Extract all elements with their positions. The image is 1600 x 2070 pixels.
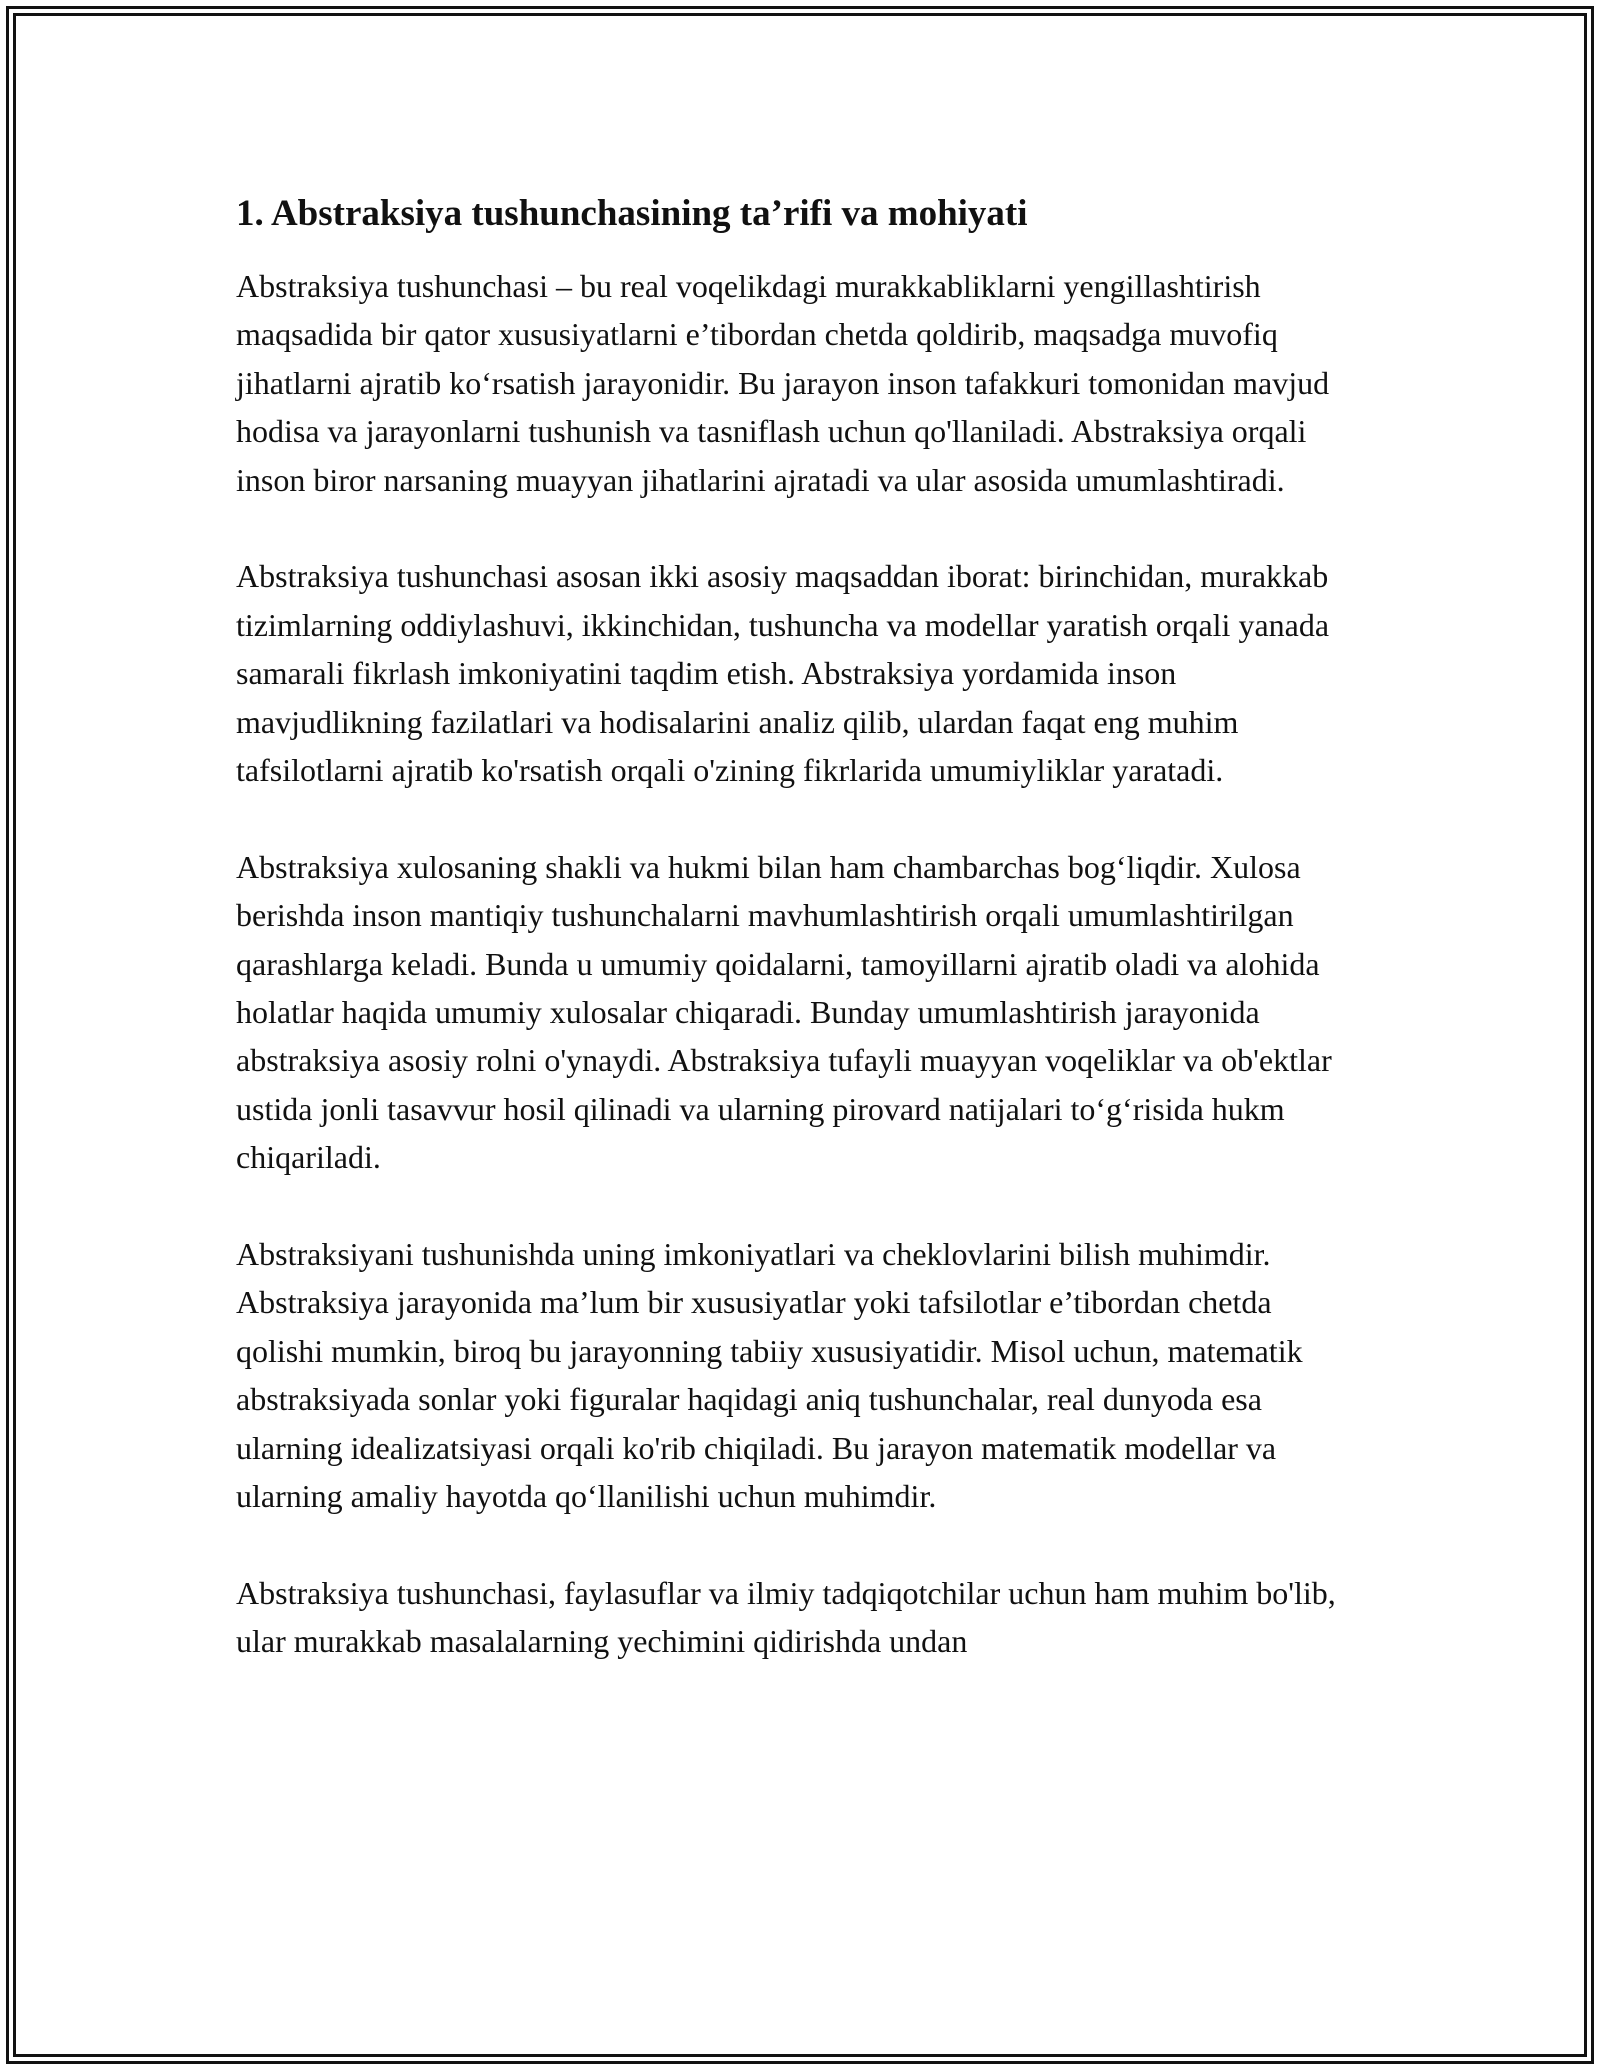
paragraph-4: Abstraksiyani tushunishda uning imkoniyatlari va cheklovlarini bilish muhimdir. Abstraksiya jarayonida ma’lum bir xususiyatlar yoki tafsilotlar e’tibordan chetda qolishi mumkin, biroq bu jarayonning tabiiy xususiyatidir. Misol uchun, matematik abstraksiyada sonlar yoki figuralar haqidagi aniq tushunchalar, real dunyoda esa ularning idealizatsiyasi orqali ko'rib chiqiladi. Bu jarayon matematik modellar va ularning amaliy hayotda qo‘llanilishi uchun muhimdir. — [236, 1236, 1303, 1515]
paragraph-1: Abstraksiya tushunchasi – bu real voqelikdagi murakkabliklarni yengillashtirish maqsadida bir qator xususiyatlarni e’tibordan chetda qoldirib, maqsadga muvofiq jihatlarni ajratib ko‘rsatish jarayonidir. Bu jarayon inson tafakkuri tomonidan mavjud hodisa va jarayonlarni tushunish va tasniflash uchun qo'llaniladi. Abstraksiya orqali inson biror narsaning muayyan jihatlarini ajratadi va ular asosida umumlashtiradi. — [236, 268, 1330, 498]
paragraph-3: Abstraksiya xulosaning shakli va hukmi bilan ham chambarchas bog‘liqdir. Xulosa berishda inson mantiqiy tushunchalarni mavhumlashtirish orqali umumlashtirilgan qarashlarga keladi. Bunda u umumiy qoidalarni, tamoyillarni ajratib oladi va alohida holatlar haqida umumiy xulosalar chiqaradi. Bunday umumlashtirish jarayonida abstraksiya asosiy rolni o'ynaydi. Abstraksiya tufayli muayyan voqeliklar va ob'ektlar ustida jonli tasavvur hosil qilinadi va ularning pirovard natijalari to‘g‘risida hukm chiqariladi. — [236, 848, 1332, 1176]
document-body — [236, 188, 1366, 1714]
paragraph-2: Abstraksiya tushunchasi asosan ikki asosiy maqsaddan iborat: birinchidan, murakkab tizimlarning oddiylashuvi, ikkinchidan, tushuncha va modellar yaratish orqali yanada samarali fikrlash imkoniyatini taqdim etish. Abstraksiya yordamida inson mavjudlikning fazilatlari va hodisalarini analiz qilib, ulardan faqat eng muhim tafsilotlarni ajratib ko'rsatish orqali o'zining fikrlarida umumiyliklar yaratadi. — [236, 558, 1330, 789]
section-heading: 1. Abstraksiya tushunchasining ta’rifi va mohiyati — [236, 193, 1028, 234]
paragraph-5: Abstraksiya tushunchasi, faylasuflar va ilmiy tadqiqotchilar uchun ham muhim bo'lib, ular murakkab masalalarning yechimini qidirishda undan — [236, 1574, 1336, 1660]
